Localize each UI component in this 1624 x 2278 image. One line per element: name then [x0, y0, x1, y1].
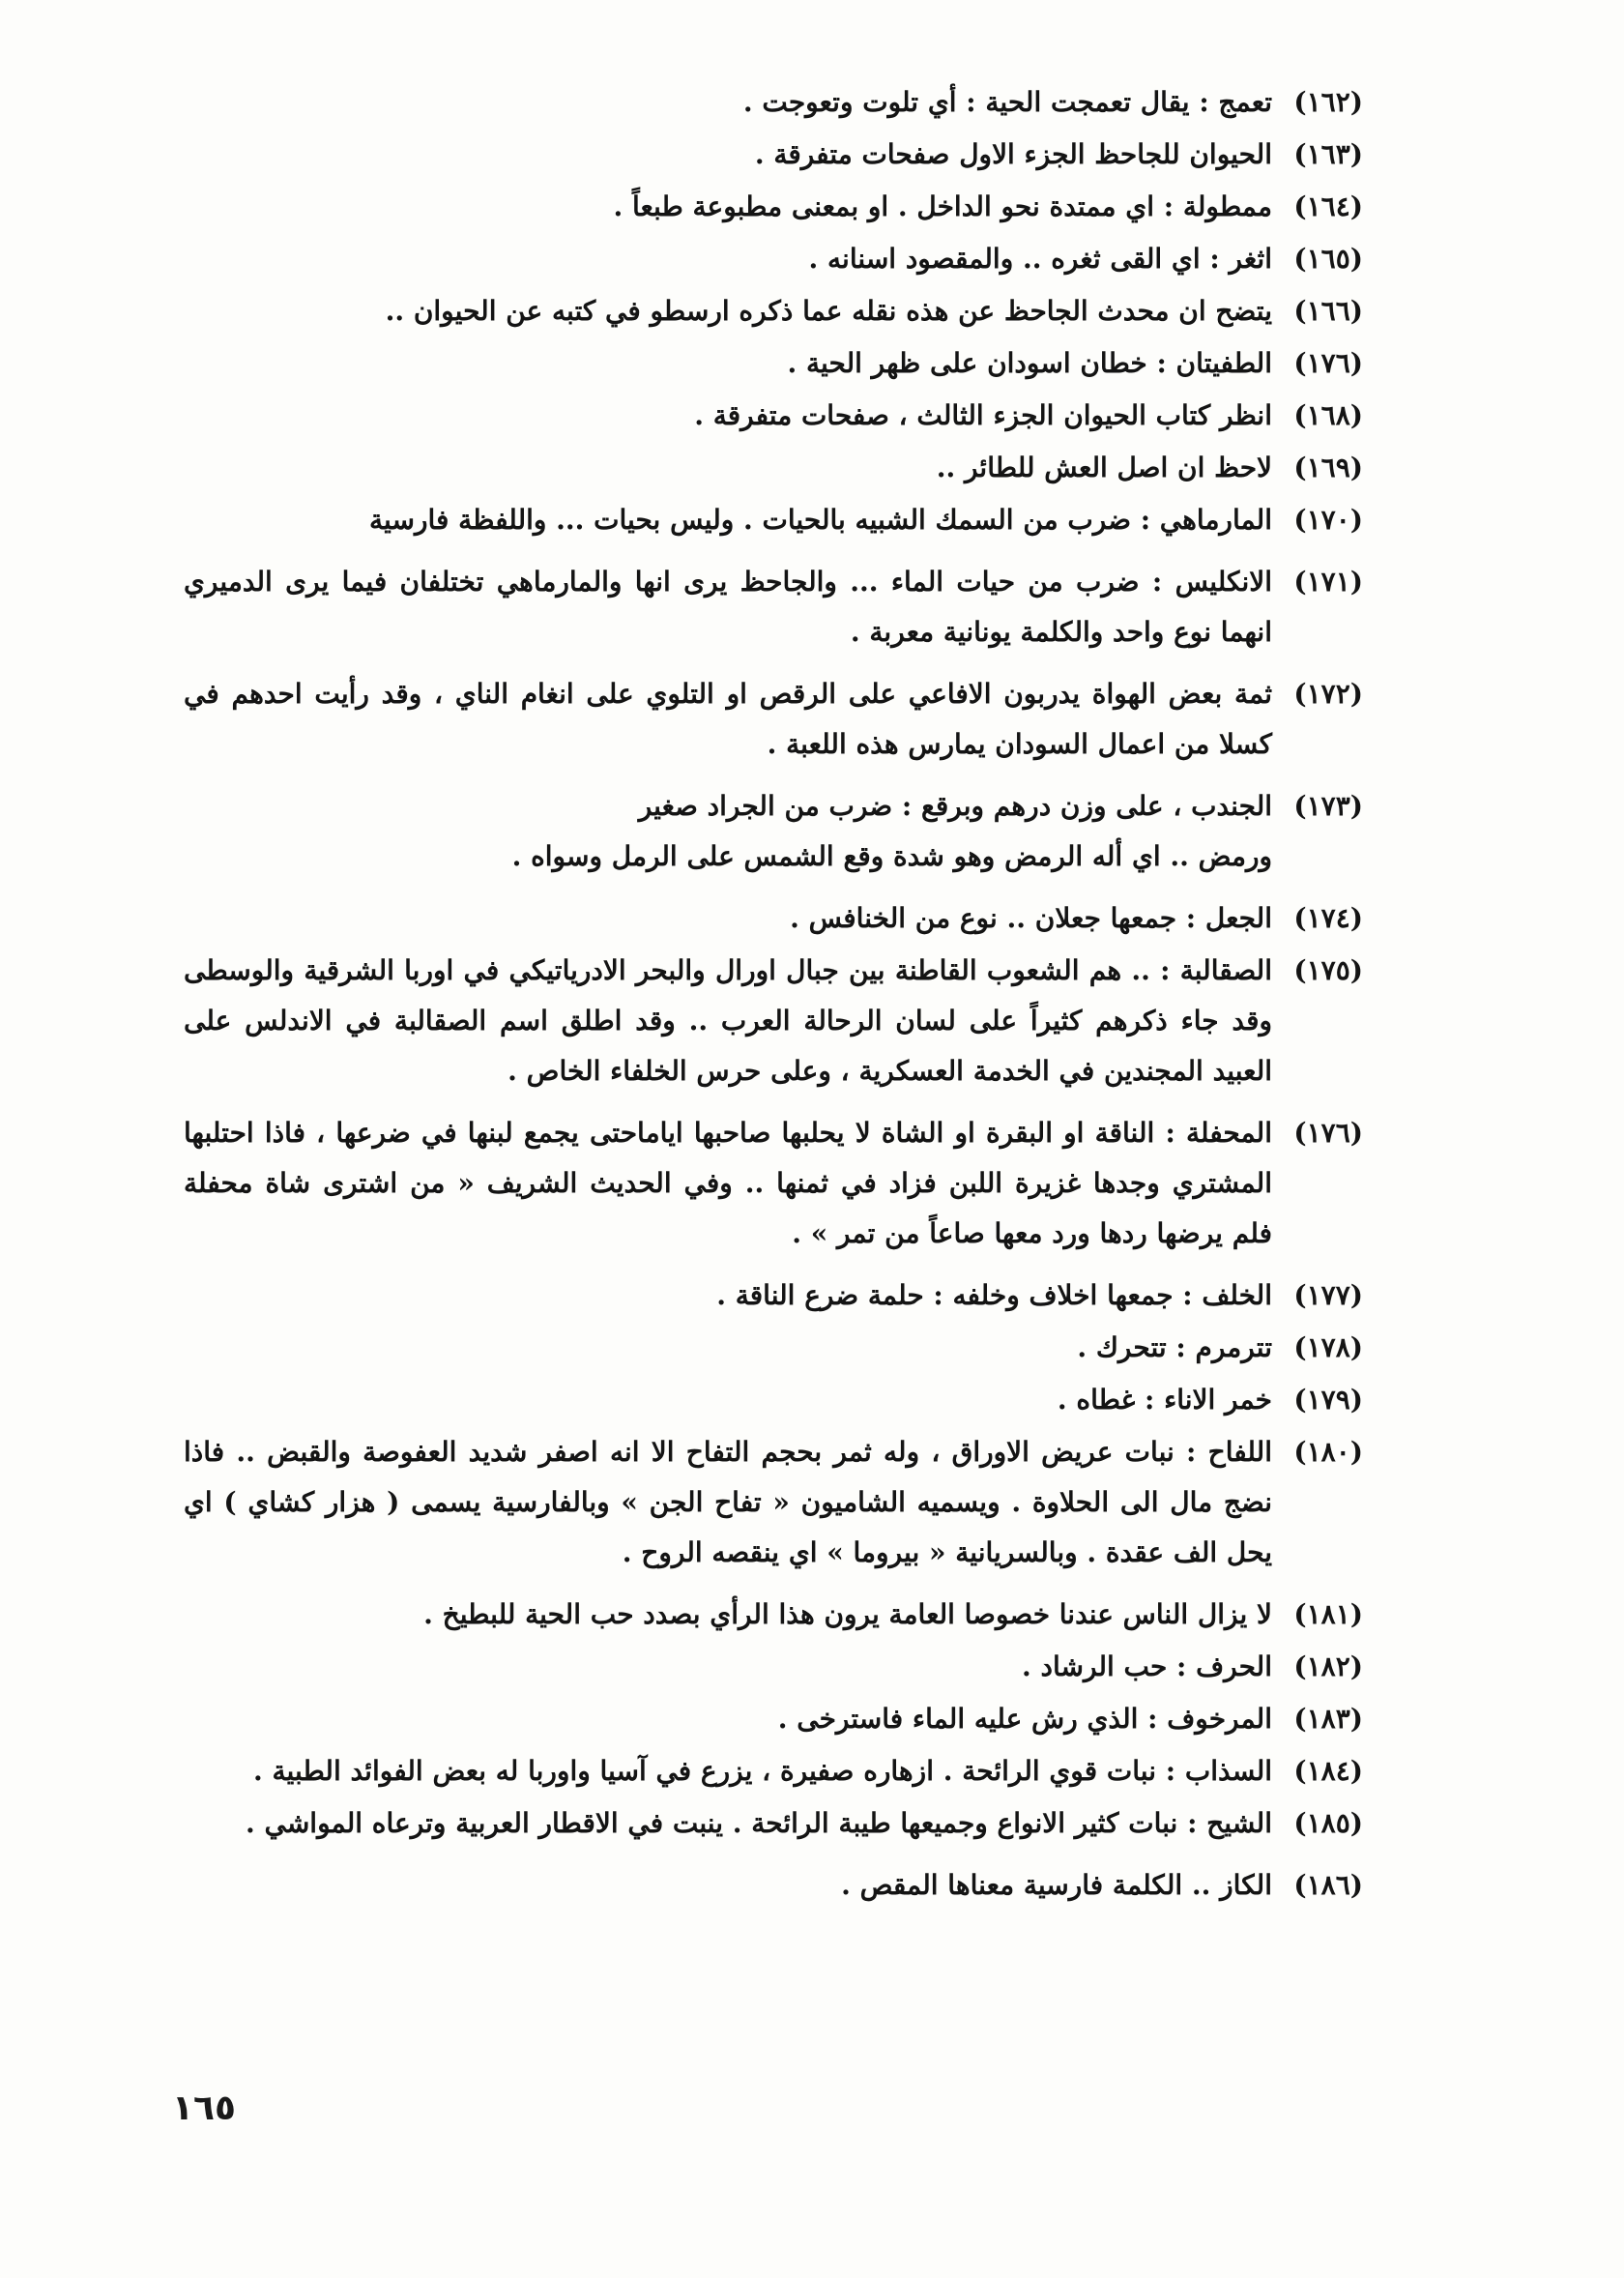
footnote-text [184, 182, 1272, 232]
footnote-number: (١٧٣) [1293, 790, 1363, 822]
footnote-number: (١٨٠) [1293, 1436, 1363, 1468]
footnote-line: الجندب ، على وزن درهم وبرقع : ضرب من الجراد صغير [638, 790, 1272, 822]
footnote-text [184, 77, 1272, 128]
footnote-text [184, 1642, 1272, 1692]
footnote-line: خمر الاناء : غطاه . [1057, 1384, 1272, 1416]
footnote-line: اثغر : اي القى ثغره .. والمقصود اسنانه . [808, 243, 1272, 275]
footnote-number: (١٦٥) [1293, 243, 1363, 275]
footnote-text [184, 1375, 1272, 1425]
footnote-item [184, 669, 1363, 770]
footnote-text [184, 1323, 1272, 1373]
footnote-line: يتضح ان محدث الجاحظ عن هذه نقله عما ذكره ارسطو في كتبه عن الحيوان .. [385, 295, 1272, 327]
footnote-text [184, 781, 1272, 882]
footnote-text [184, 1590, 1272, 1640]
footnote-number: (١٨٥) [1293, 1807, 1363, 1839]
footnote-number: (١٨١) [1293, 1598, 1363, 1630]
footnote-number: (١٧٥) [1293, 954, 1363, 986]
footnote-text [184, 1427, 1272, 1578]
footnote-number: (١٧٩) [1293, 1384, 1363, 1416]
page-number: ١٦٥ [172, 2088, 236, 2128]
footnote-line: الكاز .. الكلمة فارسية معناها المقص . [841, 1869, 1272, 1901]
footnote-line: الحرف : حب الرشاد . [1022, 1650, 1272, 1682]
footnote-item [184, 1746, 1363, 1796]
footnote-line: تعمج : يقال تعمجت الحية : أي تلوت وتعوجت . [742, 86, 1272, 118]
footnote-text [184, 557, 1272, 657]
footnote-text [184, 1798, 1272, 1849]
footnote-line: الحيوان للجاحظ الجزء الاول صفحات متفرقة . [754, 138, 1272, 170]
footnote-item [184, 495, 1363, 545]
footnote-line: لاحظ ان اصل العش للطائر .. [936, 452, 1272, 483]
footnote-line: ممطولة : اي ممتدة نحو الداخل . او بمعنى مطبوعة طبعاً . [613, 190, 1272, 222]
footnote-number: (١٧٨) [1293, 1331, 1363, 1363]
footnote-line: اللفاح : نبات عريض الاوراق ، وله ثمر بحجم التفاح الا انه اصفر شديد العفوصة والقبض .. فاذا نضج مال الى الحلاوة . ويسميه الشاميون « تفاح الجن » وبالفارسية يسمى ( هزار كشاي ) اي يحل الف عقدة . وبالسريانية « بيروما » اي ينقصه الروح . [184, 1436, 1272, 1568]
footnote-number: (١٦٢) [1293, 86, 1363, 118]
footnote-line: الانكليس : ضرب من حيات الماء ... والجاحظ يرى انها والمارماهي تختلفان فيما يرى الدميري انهما نوع واحد والكلمة يونانية معربة . [184, 566, 1272, 648]
footnote-line: الشيح : نبات كثير الانواع وجميعها طيبة الرائحة . ينبت في الاقطار العربية وترعاه المواشي . [246, 1807, 1272, 1839]
footnote-number: (١٨٤) [1293, 1755, 1363, 1787]
footnote-number: (١٨٢) [1293, 1650, 1363, 1682]
footnote-text [184, 1270, 1272, 1321]
footnote-item [184, 557, 1363, 657]
footnote-line: المرخوف : الذي رش عليه الماء فاسترخى . [777, 1703, 1272, 1735]
footnote-number: (١٧٧) [1293, 1279, 1363, 1311]
footnote-item [184, 286, 1363, 336]
footnote-number: (١٧١) [1293, 566, 1363, 598]
footnote-line: المارماهي : ضرب من السمك الشبيه بالحيات . وليس بحيات ... واللفظة فارسية [369, 504, 1272, 536]
footnote-text [184, 286, 1272, 336]
footnote-line: ورمض .. اي أله الرمض وهو شدة وقع الشمس على الرمل وسواه . [511, 840, 1272, 872]
footnote-number: (١٧٠) [1293, 504, 1363, 536]
footnote-line: المحفلة : الناقة او البقرة او الشاة لا يحلبها صاحبها اياماحتى يجمع لبنها في ضرعها ، فاذا احتلبها المشتري وجدها غزيرة اللبن فزاد في ثمنها .. وفي الحديث الشريف « من اشترى شاة محفلة فلم يرضها ردها ورد معها صاعاً من تمر » . [184, 1117, 1272, 1249]
footnote-text [184, 443, 1272, 493]
footnote-item [184, 781, 1363, 882]
footnote-item [184, 1270, 1363, 1321]
footnote-text [184, 338, 1272, 389]
footnote-line: السذاب : نبات قوي الرائحة . ازهاره صفيرة ، يزرع في آسيا واوربا له بعض الفوائد الطبية . [253, 1755, 1272, 1787]
footnote-text [184, 234, 1272, 284]
footnote-text [184, 1746, 1272, 1796]
footnote-number: (١٧٤) [1293, 902, 1363, 934]
footnote-text [184, 669, 1272, 770]
footnote-item [184, 1427, 1363, 1578]
footnote-item [184, 338, 1363, 389]
footnote-item [184, 946, 1363, 1096]
footnote-text [184, 391, 1272, 441]
footnote-item [184, 1323, 1363, 1373]
footnote-line: تترمرم : تتحرك . [1077, 1331, 1272, 1363]
footnote-number: (١٧٦) [1293, 347, 1363, 379]
footnote-item [184, 77, 1363, 128]
footnote-item [184, 1694, 1363, 1744]
footnote-item [184, 1642, 1363, 1692]
footnote-item [184, 130, 1363, 180]
footnote-item [184, 1108, 1363, 1259]
footnote-text [184, 893, 1272, 944]
footnote-item [184, 1798, 1363, 1849]
footnote-number: (١٦٤) [1293, 190, 1363, 222]
footnote-line: لا يزال الناس عندنا خصوصا العامة يرون هذا الرأي بصدد حب الحية للبطيخ . [423, 1598, 1272, 1630]
footnote-line: الخلف : جمعها اخلاف وخلفه : حلمة ضرع الناقة . [716, 1279, 1272, 1311]
footnote-line: الجعل : جمعها جعلان .. نوع من الخنافس . [790, 902, 1272, 934]
footnote-line: الطفيتان : خطان اسودان على ظهر الحية . [787, 347, 1272, 379]
footnote-item [184, 234, 1363, 284]
footnote-text [184, 130, 1272, 180]
footnote-line: انظر كتاب الحيوان الجزء الثالث ، صفحات متفرقة . [694, 399, 1272, 431]
footnote-item [184, 443, 1363, 493]
footnote-text [184, 946, 1272, 1096]
footnote-item [184, 1375, 1363, 1425]
footnote-number: (١٨٣) [1293, 1703, 1363, 1735]
footnote-number: (١٦٣) [1293, 138, 1363, 170]
footnote-item [184, 893, 1363, 944]
footnote-text [184, 1860, 1272, 1911]
footnote-number: (١٦٨) [1293, 399, 1363, 431]
footnote-line: ثمة بعض الهواة يدربون الافاعي على الرقص او التلوي على انغام الناي ، وقد رأيت احدهم في كسلا من اعمال السودان يمارس هذه اللعبة . [184, 678, 1272, 760]
footnote-line: الصقالبة : .. هم الشعوب القاطنة بين جبال اورال والبحر الادرياتيكي في اوربا الشرقية والوسطى وقد جاء ذكرهم كثيراً على لسان الرحالة العرب .. وقد اطلق اسم الصقالبة في الاندلس على العبيد المجندين في الخدمة العسكرية ، وعلى حرس الخلفاء الخاص . [184, 954, 1272, 1087]
footnote-text [184, 1694, 1272, 1744]
footnote-item [184, 182, 1363, 232]
footnote-number: (١٦٩) [1293, 452, 1363, 483]
footnote-item [184, 391, 1363, 441]
footnote-number: (١٧٦) [1293, 1117, 1363, 1149]
footnote-text [184, 1108, 1272, 1259]
footnote-item [184, 1590, 1363, 1640]
footnote-number: (١٦٦) [1293, 295, 1363, 327]
footnotes-list [184, 77, 1363, 1913]
footnote-number: (١٧٢) [1293, 678, 1363, 710]
footnote-number: (١٨٦) [1293, 1869, 1363, 1901]
footnote-text [184, 495, 1272, 545]
footnote-item [184, 1860, 1363, 1911]
